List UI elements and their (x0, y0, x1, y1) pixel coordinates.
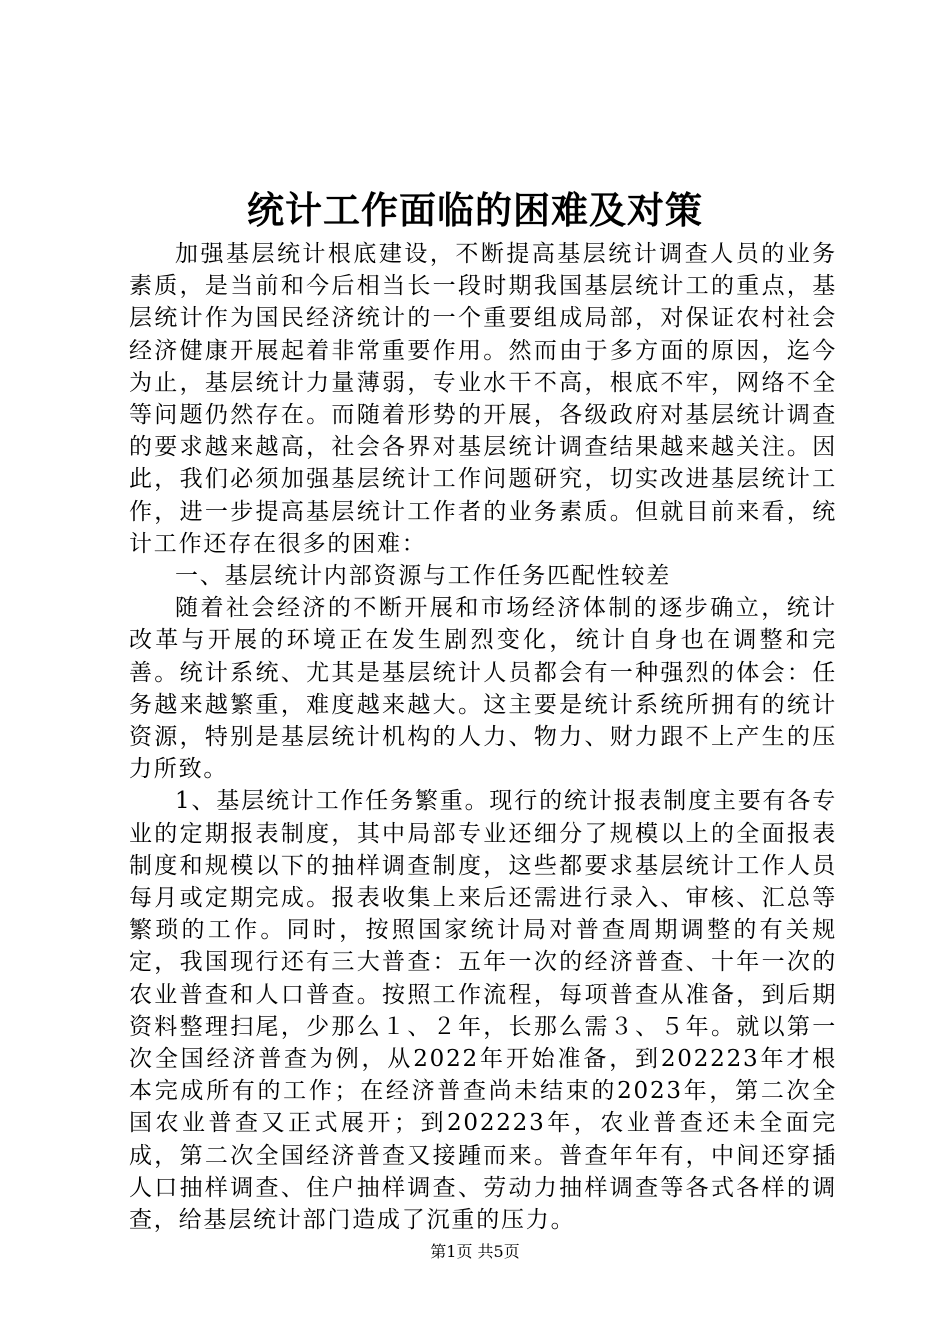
paragraph-intro: 加强基层统计根底建设，不断提高基层统计调查人员的业务素质，是当前和今后相当长一段时期我国基层统计工的重点，基层统计作为国民经济统计的一个重要组成局部，对保证农村社会经济健康开展起着非常重要作用。然而由于多方面的原因，迄今为止，基层统计力量薄弱，专业水干不高，根底不牢，网络不全等问题仍然存在。而随着形势的开展，各级政府对基层统计调查的要求越来越高，社会各界对基层统计调查结果越来越关注。因此，我们必须加强基层统计工作问题研究，切实改进基层统计工作，进一步提高基层统计工作者的业务素质。但就目前来看，统计工作还存在很多的困难： (129, 241, 837, 557)
page-footer: 第1页 共5页 (430, 1242, 520, 1261)
section-heading-1: 一、基层统计内部资源与工作任务匹配性较差 (175, 563, 671, 590)
document-body (129, 238, 837, 1236)
document-title: 统计工作面临的困难及对策 (247, 188, 703, 232)
paragraph-section-1: 随着社会经济的不断开展和市场经济体制的逐步确立，统计改革与开展的环境正在发生剧烈变化，统计自身也在调整和完善。统计系统、尤其是基层统计人员都会有一种强烈的体会：任务越来越繁重，难度越来越大。这主要是统计系统所拥有的统计资源，特别是基层统计机构的人力、物力、财力跟不上产生的压力所致。 (129, 595, 837, 783)
paragraph-item-1: 1、基层统计工作任务繁重。现行的统计报表制度主要有各专业的定期报表制度，其中局部专业还细分了规模以上的全面报表制度和规模以下的抽样调查制度，这些都要求基层统计工作人员每月或定期完成。报表收集上来后还需进行录入、审核、汇总等繁琐的工作。同时，按照国家统计局对普查周期调整的有关规定，我国现行还有三大普查：五年一次的经济普查、十年一次的农业普查和人口普查。按照工作流程，每项普查从准备，到后期资料整理扫尾，少那么１、２年，长那么需３、５年。就以第一次全国经济普查为例，从2022年开始准备，到202223年才根本完成所有的工作；在经济普查尚未结束的2023年，第二次全国农业普查又正式展开；到202223年，农业普查还未全面完成，第二次全国经济普查又接踵而来。普查年年有，中间还穿插人口抽样调查、住户抽样调查、劳动力抽样调查等各式各样的调查，给基层统计部门造成了沉重的压力。 (129, 788, 837, 1234)
